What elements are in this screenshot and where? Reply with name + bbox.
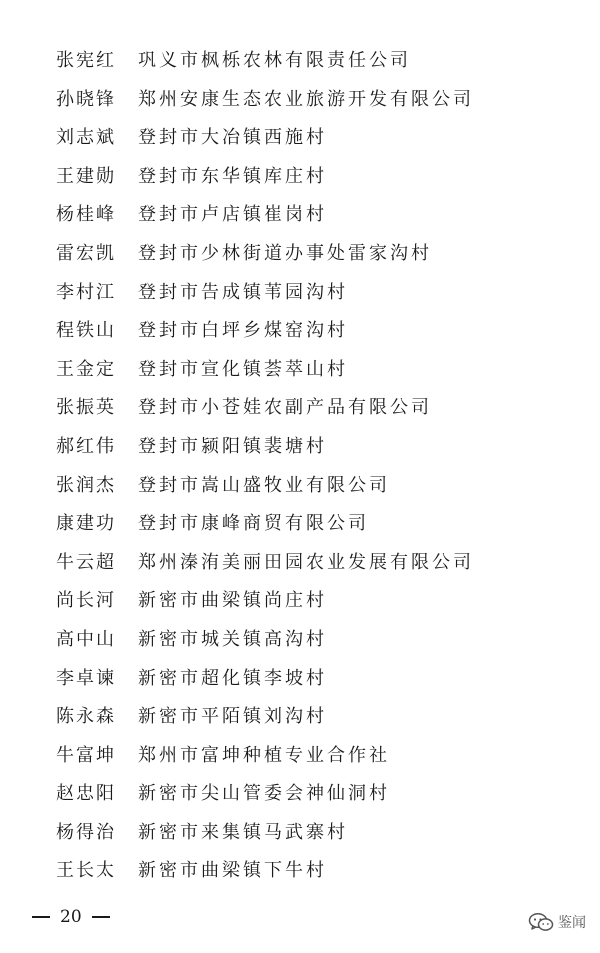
person-name: 郝红伟 xyxy=(56,435,116,457)
person-name: 王建勋 xyxy=(56,165,116,187)
footer-dash-left xyxy=(32,916,50,917)
list-item xyxy=(0,621,600,660)
organization-name: 登封市少林街道办事处雷家沟村 xyxy=(138,242,432,264)
person-name: 赵忠阳 xyxy=(56,783,116,805)
organization-name: 登封市大冶镇西施村 xyxy=(138,127,327,149)
list-item xyxy=(0,312,600,351)
list-item xyxy=(0,852,600,891)
organization-name: 新密市平陌镇刘沟村 xyxy=(138,706,327,728)
page-footer xyxy=(32,902,110,932)
organization-name: 新密市城关镇高沟村 xyxy=(138,628,327,650)
person-name: 张宪红 xyxy=(56,50,116,71)
organization-name: 郑州溱洧美丽田园农业发展有限公司 xyxy=(138,551,474,573)
list-item xyxy=(0,81,600,120)
person-name: 康建功 xyxy=(56,513,116,535)
list-item xyxy=(0,814,600,853)
list-item xyxy=(0,544,600,583)
organization-name: 登封市东华镇库庄村 xyxy=(138,165,327,187)
person-name: 刘志斌 xyxy=(56,127,116,149)
organization-name: 新密市曲梁镇尚庄村 xyxy=(138,590,327,612)
organization-name: 新密市尖山管委会神仙洞村 xyxy=(138,783,390,805)
watermark xyxy=(528,912,586,932)
organization-name: 登封市卢店镇崔岗村 xyxy=(138,204,327,226)
list-item xyxy=(0,119,600,158)
list-item xyxy=(0,235,600,274)
organization-name: 新密市超化镇李坡村 xyxy=(138,667,327,689)
person-name: 雷宏凯 xyxy=(56,242,116,264)
organization-name: 巩义市枫栎农林有限责任公司 xyxy=(138,50,411,71)
organization-name: 郑州安康生态农业旅游开发有限公司 xyxy=(138,88,474,110)
organization-name: 登封市康峰商贸有限公司 xyxy=(138,513,369,535)
person-name: 牛富坤 xyxy=(56,744,116,766)
person-name: 杨桂峰 xyxy=(56,204,116,226)
watermark-text: 鉴闻 xyxy=(558,915,586,931)
person-name: 高中山 xyxy=(56,628,116,650)
list-item xyxy=(0,698,600,737)
organization-name: 登封市宣化镇荟萃山村 xyxy=(138,358,348,380)
list-item xyxy=(0,582,600,621)
organization-name: 登封市颍阳镇裴塘村 xyxy=(138,435,327,457)
person-name: 程铁山 xyxy=(56,320,116,342)
organization-name: 登封市小苍娃农副产品有限公司 xyxy=(138,397,432,419)
organization-name: 登封市告成镇苇园沟村 xyxy=(138,281,348,303)
list-item xyxy=(0,775,600,814)
person-name: 张振英 xyxy=(56,397,116,419)
page-number: 20 xyxy=(60,907,82,927)
person-name: 王金定 xyxy=(56,358,116,380)
organization-name: 新密市来集镇马武寨村 xyxy=(138,821,348,843)
organization-name: 新密市曲梁镇下牛村 xyxy=(138,860,327,882)
person-name: 尚长河 xyxy=(56,590,116,612)
person-name: 张润杰 xyxy=(56,474,116,496)
list-item xyxy=(0,428,600,467)
person-name: 杨得治 xyxy=(56,821,116,843)
person-name: 牛云超 xyxy=(56,551,116,573)
list-item xyxy=(0,505,600,544)
person-name: 陈永森 xyxy=(56,706,116,728)
organization-name: 郑州市富坤种植专业合作社 xyxy=(138,744,390,766)
person-name: 孙晓锋 xyxy=(56,88,116,110)
list-item xyxy=(0,389,600,428)
person-name: 李卓谏 xyxy=(56,667,116,689)
list-item xyxy=(0,737,600,776)
name-list xyxy=(0,42,600,891)
organization-name: 登封市白坪乡煤窑沟村 xyxy=(138,320,348,342)
person-name: 王长太 xyxy=(56,860,116,882)
list-item xyxy=(0,196,600,235)
wechat-icon xyxy=(528,912,554,932)
footer-dash-right xyxy=(92,916,110,917)
list-item xyxy=(0,351,600,390)
list-item xyxy=(0,660,600,699)
list-item xyxy=(0,42,600,81)
person-name: 李村江 xyxy=(56,281,116,303)
list-item xyxy=(0,467,600,506)
organization-name: 登封市嵩山盛牧业有限公司 xyxy=(138,474,390,496)
list-item xyxy=(0,158,600,197)
list-item xyxy=(0,274,600,313)
